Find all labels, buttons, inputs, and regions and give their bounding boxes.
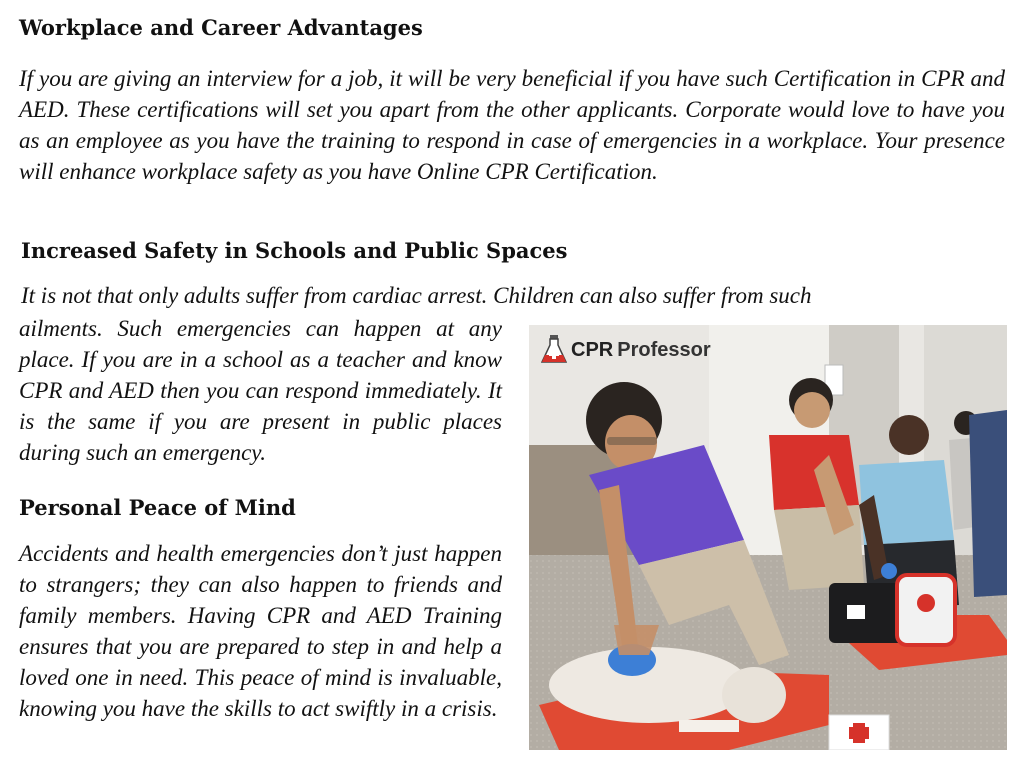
paragraph-schools-public: ailments. Such emergencies can happen at any place. If you are in a school as a teacher and know CPR and AED then you can respond immediately. It is the same if you are present in public places during such an emergency.: [19, 316, 502, 465]
paragraph-workplace-career: If you are giving an interview for a job, it will be very beneficial if you have such Certification in CPR and AED. These certifications will set you apart from the other applicants. Corporate would love to have you as an employee as you have the training to respond in case of emergencies in a workplace. Your presence will enhance workplace safety as you have Online CPR Certification.: [19, 66, 1005, 184]
heading-peace-of-mind: Personal Peace of Mind: [19, 495, 296, 520]
paragraph-peace-of-mind: Accidents and health emergencies don’t just happen to strangers; they can also happen to friends and family members. Having CPR and AED Training ensures that you are prepared to step in and help a loved one in need. This peace of mind is invaluable, knowing you have the skills to act swiftly in a crisis.: [19, 541, 502, 721]
logo-text-cpr: CPR: [571, 338, 614, 361]
cpr-training-photo: [529, 325, 1007, 750]
heading-workplace-career: Workplace and Career Advantages: [19, 15, 423, 40]
cpr-professor-logo: [541, 335, 711, 365]
heading-schools-public: Increased Safety in Schools and Public Spaces: [21, 238, 568, 263]
cpr-training-illustration: [529, 325, 1007, 750]
flask-cross-icon: [541, 335, 567, 365]
logo-text-professor: Professor: [617, 338, 711, 361]
paragraph-schools-first-line: It is not that only adults suffer from cardiac arrest. Children can also suffer from such: [21, 283, 812, 308]
